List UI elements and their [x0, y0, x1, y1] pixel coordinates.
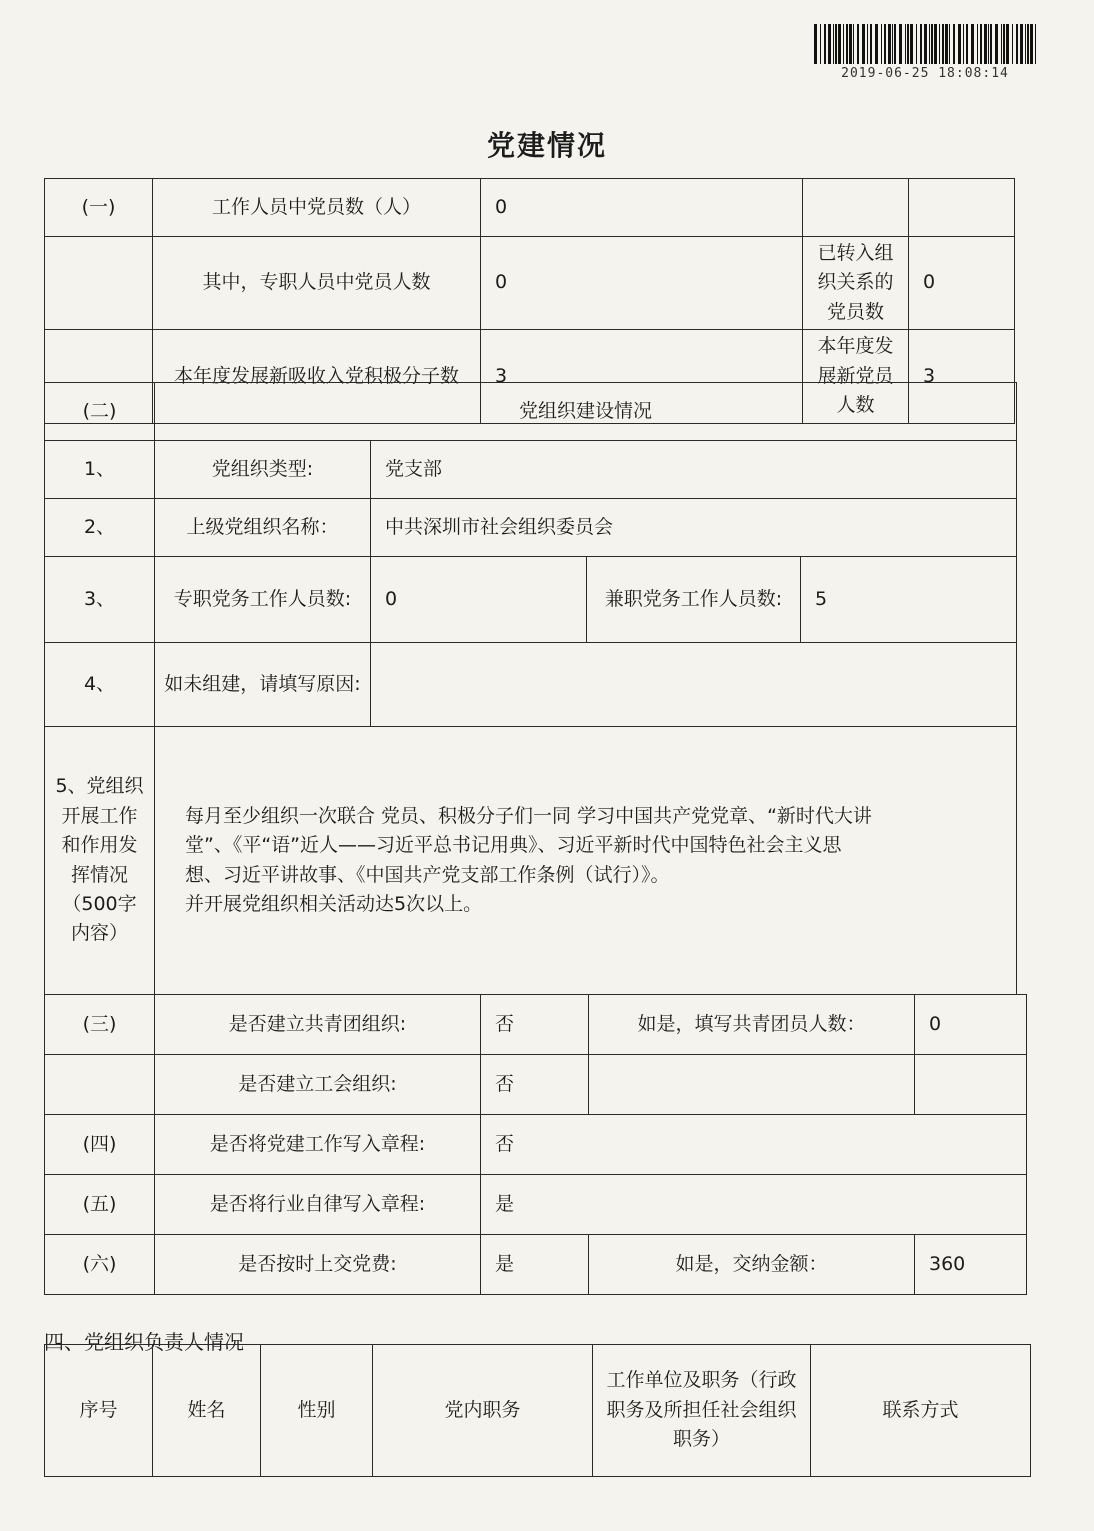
union-label: 是否建立工会组织:	[155, 1055, 481, 1115]
section-label: (二)	[45, 383, 155, 441]
barcode-bar	[838, 24, 841, 64]
barcode-bar	[1016, 24, 1018, 64]
barcode-bar	[1025, 24, 1026, 64]
barcode-bar	[888, 24, 891, 64]
table-row	[45, 995, 1027, 1055]
barcode-bar	[833, 24, 834, 64]
table-row	[45, 1055, 1027, 1115]
barcode-bar	[1027, 24, 1029, 64]
table-row	[45, 1115, 1027, 1175]
self-discipline-label: 是否将行业自律写入章程:	[155, 1175, 481, 1235]
barcode-bar	[894, 24, 896, 64]
party-charter-value: 否	[481, 1115, 1027, 1175]
barcode-bar	[942, 24, 944, 64]
barcode-bar	[995, 24, 998, 64]
fulltime-members-value: 0	[481, 237, 803, 330]
dues-value: 是	[481, 1235, 589, 1295]
barcode-bar	[980, 24, 982, 64]
leaders-heading: 四、党组织负责人情况	[44, 1330, 244, 1354]
barcode	[812, 24, 1038, 64]
youth-members-label: 如是，填写共青团员人数：	[589, 995, 915, 1055]
table-row	[45, 643, 1017, 727]
fulltime-staff-value: 0	[371, 557, 587, 643]
barcode-bar	[910, 24, 913, 64]
dues-amount-value: 360	[915, 1235, 1027, 1295]
dues-label: 是否按时上交党费:	[155, 1235, 481, 1295]
dues-amount-label: 如是，交纳金额：	[589, 1235, 915, 1295]
barcode-bar	[892, 24, 893, 64]
table-row	[45, 1175, 1027, 1235]
barcode-bar	[971, 24, 974, 64]
barcode-bar	[924, 24, 927, 64]
parttime-staff-label: 兼职党务工作人员数:	[587, 557, 801, 643]
barcode-bar	[966, 24, 968, 64]
barcode-bar	[988, 24, 989, 64]
activists-label: 本年度发展新吸收入党积极分子数	[153, 330, 481, 423]
barcode-bar	[945, 24, 948, 64]
barcode-bar	[870, 24, 872, 64]
not-established-label: 如未组建，请填写原因:	[155, 643, 371, 727]
barcode-bar	[963, 24, 964, 64]
section-label: (五)	[45, 1175, 155, 1235]
column-header: 性别	[261, 1345, 373, 1477]
barcode-bar	[920, 24, 922, 64]
parent-org-value: 中共深圳市社会组织委员会	[371, 499, 1017, 557]
table-header-row	[45, 1345, 1031, 1477]
work-situation-text	[155, 727, 1017, 995]
barcode-bar	[1030, 24, 1033, 64]
section-label: (四)	[45, 1115, 155, 1175]
table-row	[45, 499, 1017, 557]
not-established-value	[371, 643, 1017, 727]
parent-org-label: 上级党组织名称：	[155, 499, 371, 557]
item-number: 2、	[45, 499, 155, 557]
party-charter-label: 是否将党建工作写入章程:	[155, 1115, 481, 1175]
barcode-bar	[835, 24, 837, 64]
text-line: 并开展党组织相关活动达5次以上。	[185, 892, 483, 915]
column-header: 姓名	[153, 1345, 261, 1477]
table-row	[45, 1235, 1027, 1295]
barcode-timestamp: 2019-06-25 18:08:14	[841, 66, 1009, 81]
barcode-bar	[984, 24, 987, 64]
item-number: 3、	[45, 557, 155, 643]
org-heading: 党组织建设情况	[155, 383, 1017, 441]
column-header: 工作单位及职务（行政职务及所担任社会组织职务）	[593, 1345, 811, 1477]
youth-members-value: 0	[915, 995, 1027, 1055]
transferred-members-label: 已转入组织关系的党员数	[803, 237, 909, 330]
activists-value: 3	[481, 330, 803, 423]
parttime-staff-value: 5	[801, 557, 1017, 643]
table-row	[45, 383, 1017, 441]
barcode-bar	[875, 24, 878, 64]
section-label: (六)	[45, 1235, 155, 1295]
table-row	[45, 441, 1017, 499]
new-members-label: 本年度发展新党员人数	[803, 330, 909, 423]
table-row	[45, 727, 1017, 995]
youth-league-label: 是否建立共青团组织:	[155, 995, 481, 1055]
org-type-value: 党支部	[371, 441, 1017, 499]
transferred-members-value: 0	[909, 237, 1015, 330]
barcode-bar	[853, 24, 854, 64]
barcode-bar	[929, 24, 930, 64]
barcode-bar	[824, 24, 826, 64]
barcode-bar	[990, 24, 992, 64]
text-line: 堂”、《平“语”近人——习近平总书记用典》、习近平新时代中国特色社会主义思	[185, 834, 842, 857]
barcode-bar	[953, 24, 955, 64]
barcode-bar	[828, 24, 831, 64]
barcode-bar	[862, 24, 865, 64]
section-label: (一)	[45, 179, 153, 237]
org-type-label: 党组织类型:	[155, 441, 371, 499]
barcode-bar	[977, 24, 978, 64]
party-members-value: 0	[481, 179, 803, 237]
barcode-bar	[1006, 24, 1009, 64]
party-members-label: 工作人员中党员数（人）	[153, 179, 481, 237]
barcode-bar	[881, 24, 882, 64]
leaders-table	[44, 1344, 1031, 1477]
barcode-bar	[820, 24, 821, 64]
barcode-bar	[949, 24, 950, 64]
table-row	[45, 557, 1017, 643]
item-number: 1、	[45, 441, 155, 499]
barcode-bar	[899, 24, 902, 64]
barcode-bar	[867, 24, 868, 64]
barcode-bar	[939, 24, 940, 64]
barcode-bar	[934, 24, 937, 64]
barcode-bar	[907, 24, 909, 64]
fulltime-staff-label: 专职党务工作人员数:	[155, 557, 371, 643]
barcode-bar	[1012, 24, 1013, 64]
barcode-bar	[905, 24, 906, 64]
new-members-value: 3	[909, 330, 1015, 423]
barcode-bar	[857, 24, 859, 64]
column-header: 序号	[45, 1345, 153, 1477]
work-situation-label: 5、党组织开展工作和作用发挥情况（500字内容）	[45, 727, 155, 995]
barcode-bar	[843, 24, 844, 64]
column-header: 党内职务	[373, 1345, 593, 1477]
table-row	[45, 237, 1015, 330]
other-org-table	[44, 994, 1027, 1295]
barcode-bar	[884, 24, 886, 64]
barcode-bar	[814, 24, 817, 64]
section-label: (三)	[45, 995, 155, 1055]
union-value: 否	[481, 1055, 589, 1115]
barcode-bar	[1035, 24, 1036, 64]
barcode-bar	[1001, 24, 1002, 64]
self-discipline-value: 是	[481, 1175, 1027, 1235]
barcode-bar	[1020, 24, 1023, 64]
item-number: 4、	[45, 643, 155, 727]
organization-table	[44, 382, 1017, 995]
table-row	[45, 179, 1015, 237]
text-line: 想、习近平讲故事、《中国共产党支部工作条例（试行）》。	[185, 863, 670, 886]
barcode-bar	[1003, 24, 1005, 64]
barcode-bar	[849, 24, 852, 64]
barcode-bar	[846, 24, 848, 64]
page-title: 党建情况	[486, 129, 607, 162]
barcode-bar	[916, 24, 917, 64]
barcode-bar	[958, 24, 961, 64]
barcode-bar	[931, 24, 933, 64]
column-header: 联系方式	[811, 1345, 1031, 1477]
youth-league-value: 否	[481, 995, 589, 1055]
fulltime-members-label: 其中，专职人员中党员人数	[153, 237, 481, 330]
text-line: 每月至少组织一次联合 党员、积极分子们一同 学习中国共产党党章、“新时代大讲	[185, 804, 872, 827]
